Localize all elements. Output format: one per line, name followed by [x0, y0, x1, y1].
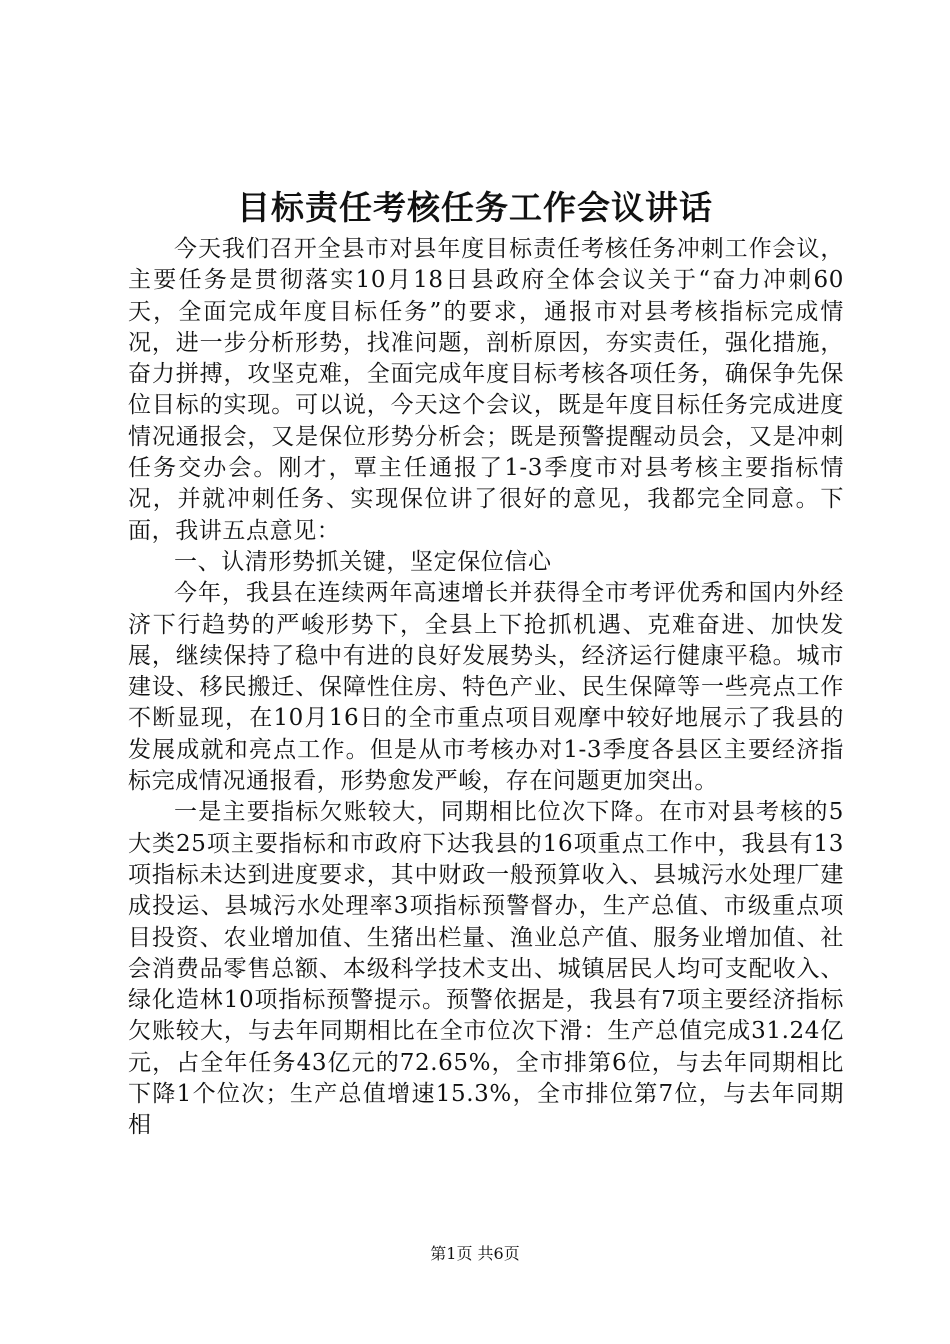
paragraph-intro: 今天我们召开全县市对县年度目标责任考核任务冲刺工作会议，主要任务是贯彻落实10月18日县政府全体会议关于“奋力冲刺60天，全面完成年度目标任务”的要求，通报市对县考核指标完成情况，进一步分析形势，找准问题，剖析原因，夯实责任，强化措施，奋力拼搏，攻坚克难，全面完成年度目标考核各项任务，确保争先保位目标的实现。可以说，今天这个会议，既是年度目标任务完成进度情况通报会，又是保位形势分析会；既是预警提醒动员会，又是冲刺任务交办会。刚才，覃主任通报了1-3季度市对县考核主要指标情况，并就冲刺任务、实现保位讲了很好的意见，我都完全同意。下面，我讲五点意见： [128, 236, 844, 544]
section-heading: 一、认清形势抓关键，坚定保位信心 [174, 548, 552, 575]
document-title: 目标责任考核任务工作会议讲话 [237, 188, 713, 227]
document-body [128, 234, 844, 1142]
paragraph-situation: 今年，我县在连续两年高速增长并获得全市考评优秀和国内外经济下行趋势的严峻形势下，全县上下抢抓机遇、克难奋进、加快发展，继续保持了稳中有进的良好发展势头，经济运行健康平稳。城市建设、移民搬迁、保障性住房、特色产业、民生保障等一些亮点工作不断显现，在10月16日的全市重点项目观摩中较好地展示了我县的发展成就和亮点工作。但是从市考核办对1-3季度各县区主要经济指标完成情况通报看，形势愈发严峻，存在问题更加突出。 [128, 580, 844, 795]
paragraph-indicators: 一是主要指标欠账较大，同期相比位次下降。在市对县考核的5大类25项主要指标和市政府下达我县的16项重点工作中，我县有13项指标未达到进度要求，其中财政一般预算收入、县城污水处理厂建成投运、县城污水处理率3项指标预警督办，生产总值、市级重点项目投资、农业增加值、生猪出栏量、渔业总产值、服务业增加值、社会消费品零售总额、本级科学技术支出、城镇居民人均可支配收入、绿化造林10项指标预警提示。预警依据是，我县有7项主要经济指标欠账较大，与去年同期相比在全市位次下滑：生产总值完成31.24亿元，占全年任务43亿元的72.65%，全市排第6位，与去年同期相比下降1个位次；生产总值增速15.3%，全市排位第7位，与去年同期相 [128, 799, 844, 1139]
page-number-footer: 第1页 共6页 [430, 1244, 520, 1263]
